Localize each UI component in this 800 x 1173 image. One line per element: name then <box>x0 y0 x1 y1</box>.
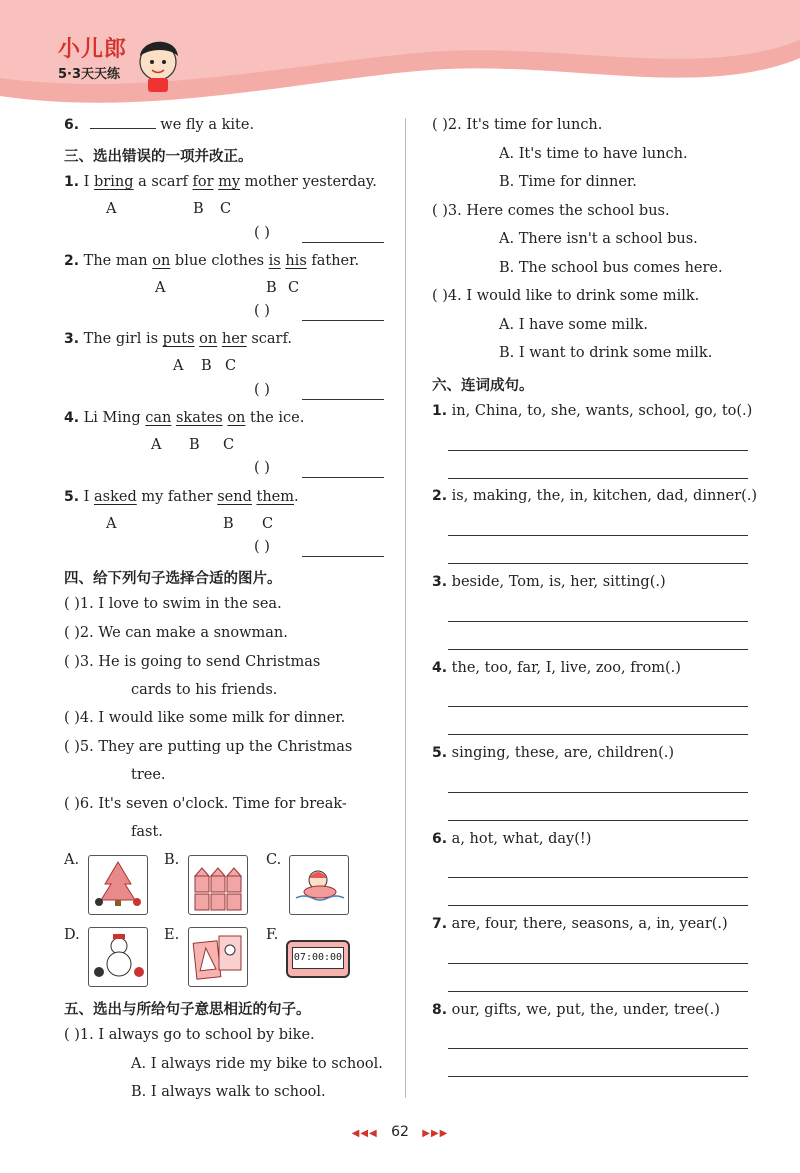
s3-5-answer-paren[interactable]: ( ) <box>254 539 270 555</box>
s5-item-4: ( )4. I would like to drink some milk. <box>432 288 700 304</box>
s6-item-1 <box>432 403 752 419</box>
s5-item-1: ( )1. I always go to school by bike. <box>64 1027 315 1043</box>
clock-icon[interactable] <box>286 940 350 978</box>
s3-5-e: . <box>294 489 299 505</box>
s6-7-num: 7. <box>432 916 448 932</box>
s3-2-under-c: his <box>285 253 307 269</box>
s6-1-num: 1. <box>432 403 448 419</box>
s4-item-5: ( )5. They are putting up the Christmas <box>64 739 353 755</box>
s6-item-4 <box>432 660 681 676</box>
brand-logo <box>58 32 127 82</box>
s6-item-8 <box>432 1002 720 1018</box>
s3-3-letter-c: C <box>225 358 237 374</box>
s6-2-words: is, making, the, in, kitchen, dad, dinner(.) <box>451 488 758 504</box>
s3-1-e: mother yesterday. <box>240 174 377 190</box>
s3-2-num: 2. <box>64 253 80 269</box>
s6-3-words: beside, Tom, is, her, sitting(.) <box>451 574 666 590</box>
section-6-title: 六、连词成句。 <box>432 378 534 394</box>
s3-4-correction-line[interactable] <box>302 477 384 478</box>
s6-6-answer-line-1[interactable] <box>448 877 748 878</box>
s6-3-answer-line-1[interactable] <box>448 621 748 622</box>
s6-4-words: the, too, far, I, live, zoo, from(.) <box>451 660 681 676</box>
s6-3-num: 3. <box>432 574 448 590</box>
s3-4-under-c: on <box>227 410 246 426</box>
s6-2-num: 2. <box>432 488 448 504</box>
s6-6-words: a, hot, what, day(!) <box>451 831 592 847</box>
s3-1-c: a scarf <box>133 174 193 190</box>
milk-cartons-icon[interactable] <box>188 855 248 915</box>
s4-item-3: ( )3. He is going to send Christmas <box>64 654 321 670</box>
s3-1-under-a: bring <box>94 174 134 190</box>
s3-3-answer-paren[interactable]: ( ) <box>254 382 270 398</box>
s3-1-under-b: for <box>192 174 214 190</box>
s4-item-3-cont: cards to his friends. <box>131 682 278 698</box>
page-footer <box>0 1124 800 1140</box>
christmas-tree-icon[interactable] <box>88 855 148 915</box>
s6-3-answer-line-2[interactable] <box>448 649 748 650</box>
s4-item-2: ( )2. We can make a snowman. <box>64 625 288 641</box>
brand-name: 小儿郎 <box>58 37 128 62</box>
s3-1-answer-paren[interactable]: ( ) <box>254 225 270 241</box>
s3-4-e: the ice. <box>245 410 305 426</box>
s3-4-letter-a: A <box>151 437 162 453</box>
s4-item-6: ( )6. It's seven o'clock. Time for break- <box>64 796 347 812</box>
s3-4-a: Li Ming <box>83 410 146 426</box>
s6-5-answer-line-2[interactable] <box>448 820 748 821</box>
s3-5-letter-c: C <box>262 516 274 532</box>
s6-8-words: our, gifts, we, put, the, under, tree(.) <box>451 1002 720 1018</box>
s3-5-letter-a: A <box>106 516 117 532</box>
s3-5-under-a: asked <box>94 489 137 505</box>
s5-item-2-option-a[interactable]: A. It's time to have lunch. <box>499 146 688 162</box>
s3-1-num: 1. <box>64 174 80 190</box>
s6-1-answer-line-1[interactable] <box>448 450 748 451</box>
s6-8-answer-line-2[interactable] <box>448 1076 748 1077</box>
s3-3-under-c: her <box>221 331 247 347</box>
next-arrows-icon: ▶▶▶ <box>422 1128 449 1139</box>
s5-item-1-option-a[interactable]: A. I always ride my bike to school. <box>131 1056 383 1072</box>
s3-2-letter-c: C <box>288 280 300 296</box>
s6-7-words: are, four, there, seasons, a, in, year(.) <box>451 916 728 932</box>
s6-4-answer-line-2[interactable] <box>448 734 748 735</box>
s3-3-correction-line[interactable] <box>302 399 384 400</box>
s4-item-1: ( )1. I love to swim in the sea. <box>64 596 282 612</box>
pic-f-label: F. <box>266 927 279 943</box>
pic-c-label: C. <box>266 852 282 868</box>
s3-2-correction-line[interactable] <box>302 320 384 321</box>
pic-e-label: E. <box>164 927 180 943</box>
s6-2-answer-line-2[interactable] <box>448 563 748 564</box>
s6-7-answer-line-2[interactable] <box>448 991 748 992</box>
brand-subtitle: 5·3天天练 <box>58 67 121 82</box>
s3-4-num: 4. <box>64 410 80 426</box>
s3-5-under-b: send <box>217 489 252 505</box>
s4-item-5-cont: tree. <box>131 767 166 783</box>
s3-5-correction-line[interactable] <box>302 556 384 557</box>
s3-3-e: scarf. <box>246 331 292 347</box>
s4-item-4: ( )4. I would like some milk for dinner. <box>64 710 346 726</box>
s3-4-answer-paren[interactable]: ( ) <box>254 460 270 476</box>
s3-2-under-a: on <box>152 253 171 269</box>
page-number: 62 <box>391 1124 409 1140</box>
s3-1-correction-line[interactable] <box>302 242 384 243</box>
q6-line <box>64 117 254 133</box>
pic-d-label: D. <box>64 927 80 943</box>
s6-item-5 <box>432 745 674 761</box>
s6-1-answer-line-2[interactable] <box>448 478 748 479</box>
s3-2-a: The man <box>83 253 153 269</box>
pic-b-label: B. <box>164 852 180 868</box>
s6-item-2 <box>432 488 757 504</box>
s5-item-2-option-b[interactable]: B. Time for dinner. <box>499 174 637 190</box>
s3-1-letter-a: A <box>106 201 117 217</box>
s3-3-a: The girl is <box>83 331 163 347</box>
s3-1-letter-b: B <box>193 201 204 217</box>
s5-item-3-option-b[interactable]: B. The school bus comes here. <box>499 260 723 276</box>
s3-4-letter-c: C <box>223 437 235 453</box>
s3-2-letter-b: B <box>266 280 277 296</box>
s3-3-under-b: on <box>199 331 218 347</box>
swimming-icon[interactable] <box>289 855 349 915</box>
s6-4-answer-line-1[interactable] <box>448 706 748 707</box>
s6-5-answer-line-1[interactable] <box>448 792 748 793</box>
s3-5-num: 5. <box>64 489 80 505</box>
s3-3-letter-b: B <box>201 358 212 374</box>
clock-display: 07:00:00 <box>292 947 344 969</box>
s6-8-answer-line-1[interactable] <box>448 1048 748 1049</box>
s6-item-3 <box>432 574 666 590</box>
s6-5-words: singing, these, are, children(.) <box>451 745 675 761</box>
s5-item-4-option-a[interactable]: A. I have some milk. <box>499 317 648 333</box>
s6-6-answer-line-2[interactable] <box>448 905 748 906</box>
s5-item-3-option-a[interactable]: A. There isn't a school bus. <box>499 231 698 247</box>
s5-item-2: ( )2. It's time for lunch. <box>432 117 603 133</box>
s6-item-7 <box>432 916 728 932</box>
s3-3-letter-a: A <box>173 358 184 374</box>
s3-2-e: father. <box>306 253 360 269</box>
q6-number: 6. <box>64 117 80 133</box>
s3-2-answer-paren[interactable]: ( ) <box>254 303 270 319</box>
s6-4-num: 4. <box>432 660 448 676</box>
snowman-icon[interactable] <box>88 927 148 987</box>
prev-arrows-icon: ◀◀◀ <box>351 1128 378 1139</box>
s3-5-a: I <box>83 489 95 505</box>
s3-2-under-b: is <box>268 253 281 269</box>
column-divider <box>405 118 406 1098</box>
s3-5-letter-b: B <box>223 516 234 532</box>
s3-1-letter-c: C <box>220 201 232 217</box>
s5-item-3: ( )3. Here comes the school bus. <box>432 203 670 219</box>
s3-2-letter-a: A <box>155 280 166 296</box>
section-4-title: 四、给下列句子选择合适的图片。 <box>64 571 282 587</box>
s4-item-6-cont: fast. <box>131 824 163 840</box>
section-3-title: 三、选出错误的一项并改正。 <box>64 149 253 165</box>
s3-4-under-a: can <box>145 410 172 426</box>
s3-3-num: 3. <box>64 331 80 347</box>
s6-1-words: in, China, to, she, wants, school, go, to(.) <box>451 403 753 419</box>
q6-blank[interactable] <box>90 128 156 129</box>
s3-4-under-b: skates <box>175 410 223 426</box>
s6-6-num: 6. <box>432 831 448 847</box>
s3-1-a: I <box>83 174 95 190</box>
s3-1-under-c: my <box>218 174 241 190</box>
s6-8-num: 8. <box>432 1002 448 1018</box>
s6-2-answer-line-1[interactable] <box>448 535 748 536</box>
section-5-title: 五、选出与所给句子意思相近的句子。 <box>64 1002 311 1018</box>
s3-5-under-c: them <box>256 489 294 505</box>
q6-text: we fly a kite. <box>155 117 255 133</box>
s6-7-answer-line-1[interactable] <box>448 963 748 964</box>
christmas-cards-icon[interactable] <box>188 927 248 987</box>
s3-5-c: my father <box>136 489 218 505</box>
s6-item-6 <box>432 831 591 847</box>
s6-5-num: 5. <box>432 745 448 761</box>
pic-a-label: A. <box>64 852 80 868</box>
s3-3-under-a: puts <box>162 331 195 347</box>
s3-2-c: blue clothes <box>170 253 269 269</box>
s5-item-4-option-b[interactable]: B. I want to drink some milk. <box>499 345 713 361</box>
s5-item-1-option-b[interactable]: B. I always walk to school. <box>131 1084 326 1100</box>
s3-4-letter-b: B <box>189 437 200 453</box>
